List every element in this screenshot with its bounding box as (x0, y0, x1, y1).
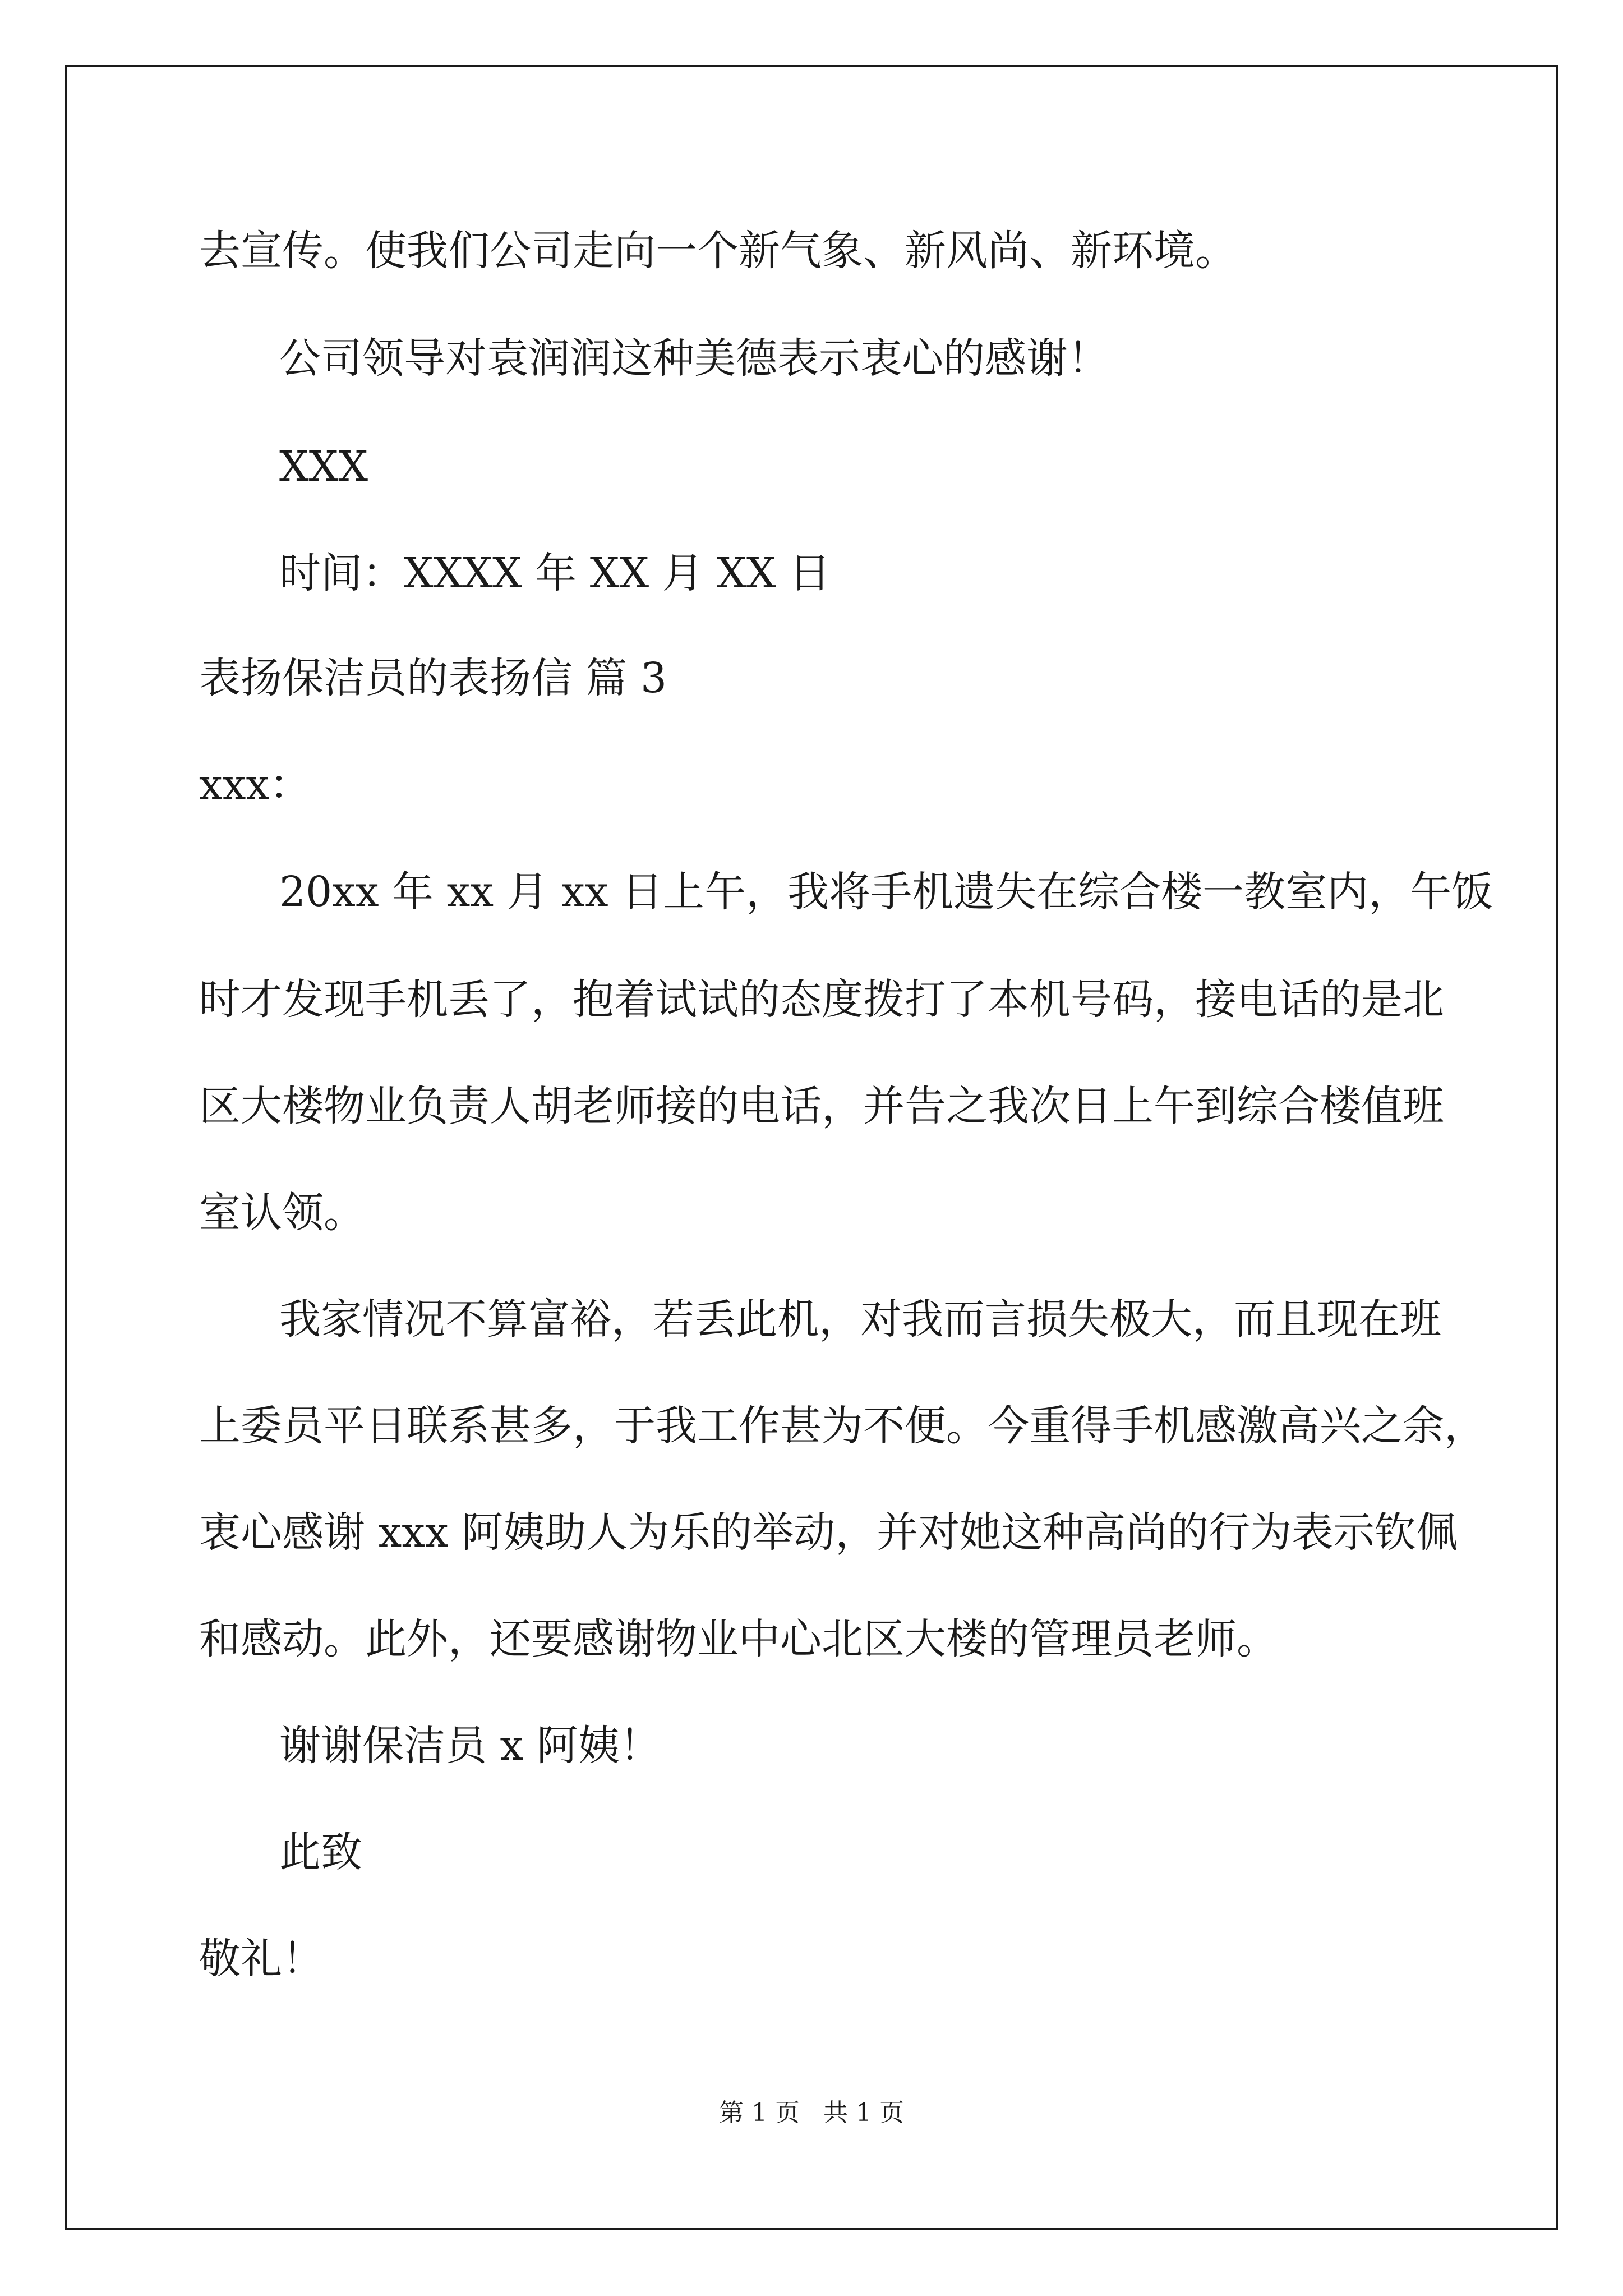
paragraph-line: 公司领导对袁润润这种美德表示衷心的感谢！ (279, 334, 1109, 383)
closing-line: 此致 (279, 1828, 362, 1876)
paragraph-line: 衷心感谢 xxx 阿姨助人为乐的举动，并对她这种高尚的行为表示钦佩 (199, 1508, 1458, 1557)
paragraph-line: 室认领。 (199, 1189, 365, 1237)
paragraph-line: 区大楼物业负责人胡老师接的电话，并告之我次日上午到综合楼值班 (199, 1082, 1444, 1130)
salutation: xxx： (199, 761, 311, 809)
page-footer: 第 1 页 共 1 页 (719, 2099, 904, 2127)
paragraph-line: 去宣传。使我们公司走向一个新气象、新风尚、新环境。 (199, 227, 1237, 275)
page-border (65, 65, 1558, 2230)
paragraph-line: 时才发现手机丢了，抱着试试的态度拨打了本机号码，接电话的是北 (199, 976, 1444, 1024)
date-line: 时间：XXXX 年 XX 月 XX 日 (279, 549, 831, 597)
thanks-line: 谢谢保洁员 x 阿姨！ (279, 1722, 661, 1770)
paragraph-line: 上委员平日联系甚多，于我工作甚为不便。今重得手机感激高兴之余， (199, 1402, 1486, 1450)
paragraph-line: 我家情况不算富裕，若丢此机，对我而言损失极大，而且现在班 (279, 1295, 1441, 1343)
paragraph-line: 和感动。此外，还要感谢物业中心北区大楼的管理员老师。 (199, 1615, 1278, 1663)
paragraph-line: 20xx 年 xx 月 xx 日上午，我将手机遗失在综合楼一教室内，午饭 (279, 868, 1493, 916)
signature-line: XXX (279, 443, 368, 491)
section-heading: 表扬保洁员的表扬信 篇 3 (199, 654, 667, 702)
closing-salute: 敬礼！ (199, 1935, 324, 1983)
